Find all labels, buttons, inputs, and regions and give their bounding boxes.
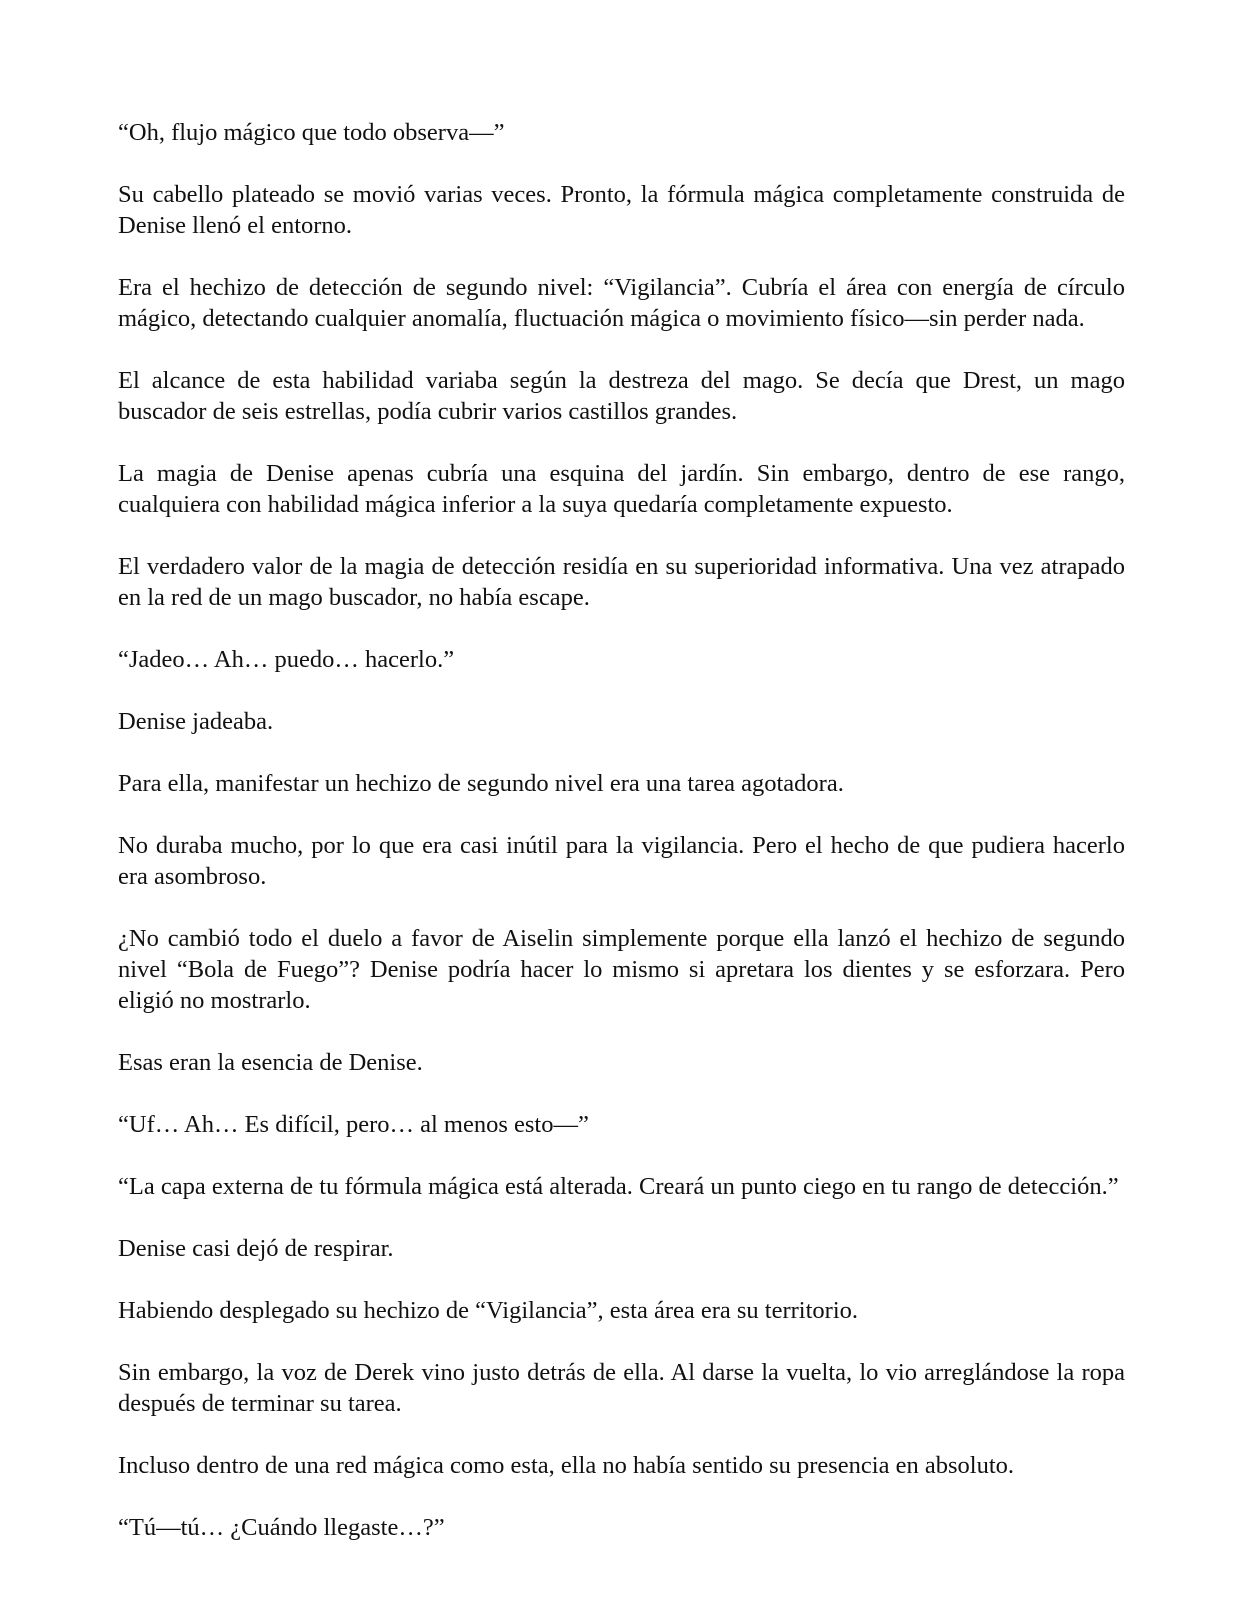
paragraph-6: El verdadero valor de la magia de detección residía en su superioridad informativa. Una vez atrapado en la red de un mago buscador, no había escape. (118, 553, 1125, 611)
paragraph-7: “Jadeo… Ah… puedo… hacerlo.” (118, 646, 455, 673)
paragraph-3: Era el hechizo de detección de segundo nivel: “Vigilancia”. Cubría el área con energía de círculo mágico, detectando cualquier anomalía, fluctuación mágica o movimiento físico—sin perder nada. (118, 274, 1125, 332)
paragraph-9: Para ella, manifestar un hechizo de segundo nivel era una tarea agotadora. (118, 770, 844, 797)
paragraph-10: No duraba mucho, por lo que era casi inútil para la vigilancia. Pero el hecho de que pudiera hacerlo era asombroso. (118, 832, 1125, 890)
paragraph-12: Esas eran la esencia de Denise. (118, 1049, 423, 1076)
paragraph-13: “Uf… Ah… Es difícil, pero… al menos esto—” (118, 1111, 589, 1138)
paragraph-14: “La capa externa de tu fórmula mágica está alterada. Creará un punto ciego en tu rango de detección.” (118, 1173, 1119, 1200)
paragraph-1: “Oh, flujo mágico que todo observa—” (118, 119, 505, 146)
paragraph-2: Su cabello plateado se movió varias veces. Pronto, la fórmula mágica completamente construida de Denise llenó el entorno. (118, 181, 1125, 239)
paragraph-15: Denise casi dejó de respirar. (118, 1235, 394, 1262)
paragraph-19: “Tú—tú… ¿Cuándo llegaste…?” (118, 1514, 445, 1541)
paragraph-16: Habiendo desplegado su hechizo de “Vigilancia”, esta área era su territorio. (118, 1297, 859, 1324)
paragraph-4: El alcance de esta habilidad variaba según la destreza del mago. Se decía que Drest, un mago buscador de seis estrellas, podía cubrir varios castillos grandes. (118, 367, 1125, 425)
paragraph-5: La magia de Denise apenas cubría una esquina del jardín. Sin embargo, dentro de ese rango, cualquiera con habilidad mágica inferior a la suya quedaría completamente expuesto. (118, 460, 1125, 518)
document-body (118, 117, 1125, 1543)
paragraph-8: Denise jadeaba. (118, 708, 274, 735)
paragraph-18: Incluso dentro de una red mágica como esta, ella no había sentido su presencia en absoluto. (118, 1452, 1014, 1479)
paragraph-17: Sin embargo, la voz de Derek vino justo detrás de ella. Al darse la vuelta, lo vio arreglándose la ropa después de terminar su tarea. (118, 1359, 1125, 1417)
paragraph-11: ¿No cambió todo el duelo a favor de Aiselin simplemente porque ella lanzó el hechizo de segundo nivel “Bola de Fuego”? Denise podría hacer lo mismo si apretara los dientes y se esforzara. Pero eligió no mostrarlo. (118, 925, 1125, 1014)
